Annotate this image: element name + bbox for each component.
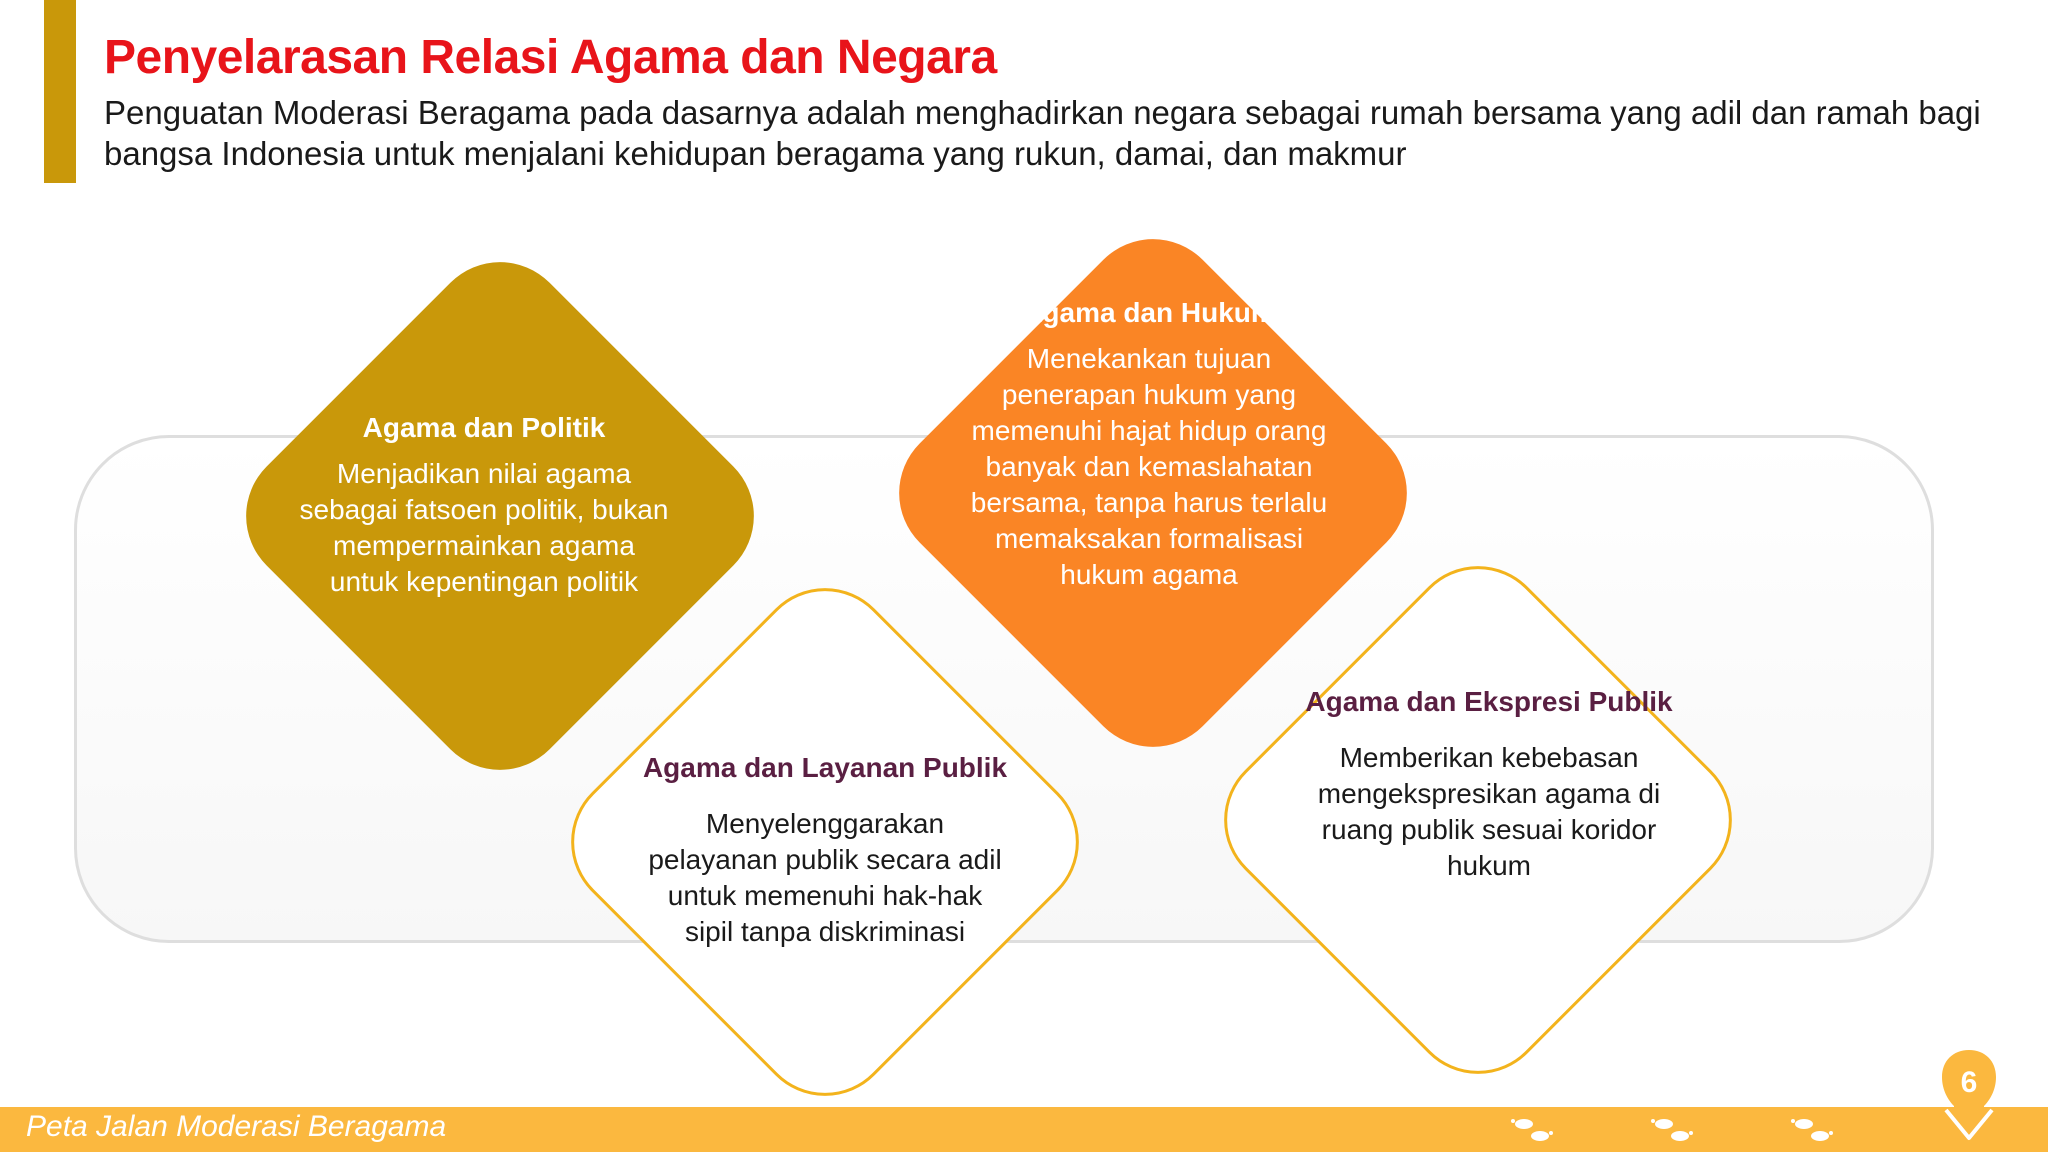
card-ekspresi-body: Memberikan kebebasan mengekspresikan agama di ruang publik sesuai koridor hukum: [1317, 742, 1661, 881]
card-ekspresi-title: Agama dan Ekspresi Publik: [1305, 686, 1673, 717]
footprints-icon: [1510, 1115, 1558, 1145]
card-hukum: [968, 295, 1330, 593]
card-politik-body: Menjadikan nilai agama sebagai fatsoen politik, bukan mempermainkan agama untuk kepentingan politik: [299, 458, 669, 597]
card-layanan-title: Agama dan Layanan Publik: [642, 752, 1008, 783]
footer-text: Peta Jalan Moderasi Beragama: [26, 1110, 447, 1143]
card-layanan: [640, 750, 1010, 950]
card-hukum-body: Menekankan tujuan penerapan hukum yang memenuhi hajat hidup orang banyak dan kemaslahatan bersama, tanpa harus terlalu memaksakan formalisasi hukum agama: [970, 343, 1328, 590]
footprints-icon: [1650, 1115, 1698, 1145]
card-hukum-title: Agama dan Hukum: [1022, 297, 1276, 328]
card-ekspresi: [1296, 684, 1682, 884]
page-title: Penyelarasan Relasi Agama dan Negara: [104, 31, 997, 84]
page-number: 6: [1960, 1066, 1978, 1099]
card-layanan-body: Menyelenggarakan pelayanan publik secara adil untuk memenuhi hak-hak sipil tanpa diskriminasi: [648, 808, 1002, 947]
card-politik-title: Agama dan Politik: [362, 412, 606, 443]
footprints-icon: [1790, 1115, 1838, 1145]
page-subtitle: Penguatan Moderasi Beragama pada dasarnya adalah menghadirkan negara sebagai rumah bersama yang adil dan ramah bagi bangsa Indonesia untuk menjalani kehidupan beragama yang rukun, damai, dan makmur: [104, 94, 1981, 172]
card-politik: [298, 410, 670, 600]
title-accent-bar: [44, 0, 76, 183]
